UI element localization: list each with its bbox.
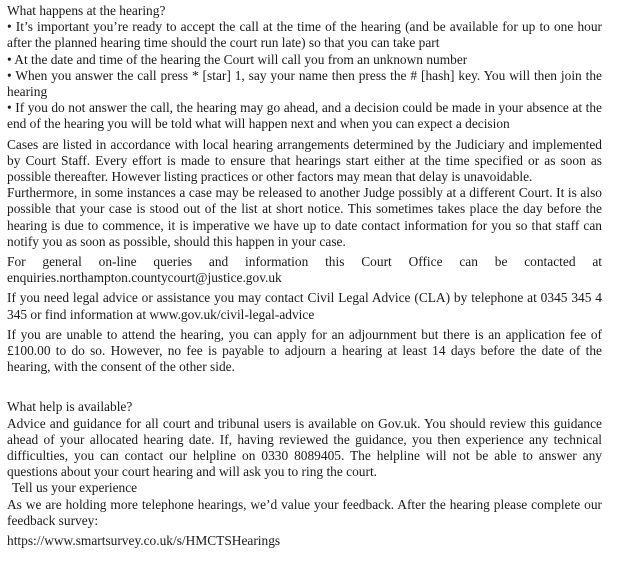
experience-heading: Tell us your experience: [12, 480, 138, 496]
adjournment-paragraph: If you are unable to attend the hearing, you can apply for an adjournment but there is an application fee of £100.00 to do so. However, no fee is payable to adjourn a hearing at least 14 days before the date of the hearing, with the consent of the other side.: [7, 326, 602, 375]
transfer-paragraph: Furthermore, in some instances a case may be released to another Judge possibly at a different Court. It is also possible that your case is stood out of the list at short notice. This sometimes takes place the day before the hearing is due to commence, it is imperative we have up to date contact information for you so that staff can notify you as soon as possible, should this happen in your case.: [7, 185, 602, 249]
bullet-unknown-number: • At the date and time of the hearing the Court will call you from an unknown number: [7, 51, 468, 67]
bullet-answer-call: • When you answer the call press * [star] 1, say your name then press the # [hash] key. You will then join the hearing: [7, 67, 602, 100]
contact-paragraph: For general on-line queries and information this Court Office can be contacted at: [7, 254, 602, 270]
cla-paragraph: If you need legal advice or assistance you may contact Civil Legal Advice (CLA) by telephone at 0345 345 4 345 or find information at www.gov.uk/civil-legal-advice: [7, 290, 602, 322]
document-page: [7, 3, 602, 549]
feedback-paragraph: As we are holding more telephone hearings, we’d value your feedback. After the hearing please complete our feedback survey:: [7, 496, 602, 528]
listing-paragraph: Cases are listed in accordance with local hearing arrangements determined by the Judiciary and implemented by Court Staff. Every effort is made to ensure that hearings start either at the time specified or as soon as possible thereafter. However listing practices or other factors may mean that delay is unavoidable.: [7, 136, 602, 185]
contact-email: enquiries.northampton.countycourt@justice.gov.uk: [7, 270, 282, 286]
hearing-heading: What happens at the hearing?: [7, 3, 166, 18]
guidance-paragraph: Advice and guidance for all court and tribunal users is available on Gov.uk. You should review this guidance ahead of your allocated hearing date. If, having reviewed the guidance, you then experience any technical difficulties, you can contact our helpline on 0330 8089405. The helpline will not be able to answer any questions about your court hearing and will ask you to ring the court.: [7, 415, 602, 480]
bullet-no-answer: • If you do not answer the call, the hearing may go ahead, and a decision could be made in your absence at the end of the hearing you will be told what will happen next and when you can expect a decision: [7, 100, 602, 132]
help-heading: What help is available?: [7, 399, 133, 415]
survey-url: https://www.smartsurvey.co.uk/s/HMCTSHearings: [7, 533, 281, 549]
bullet-ready-for-call: • It’s important you’re ready to accept the call at the time of the hearing (and be available for up to one hour after the planned hearing time should the court run late) so that you can take part: [7, 19, 602, 51]
